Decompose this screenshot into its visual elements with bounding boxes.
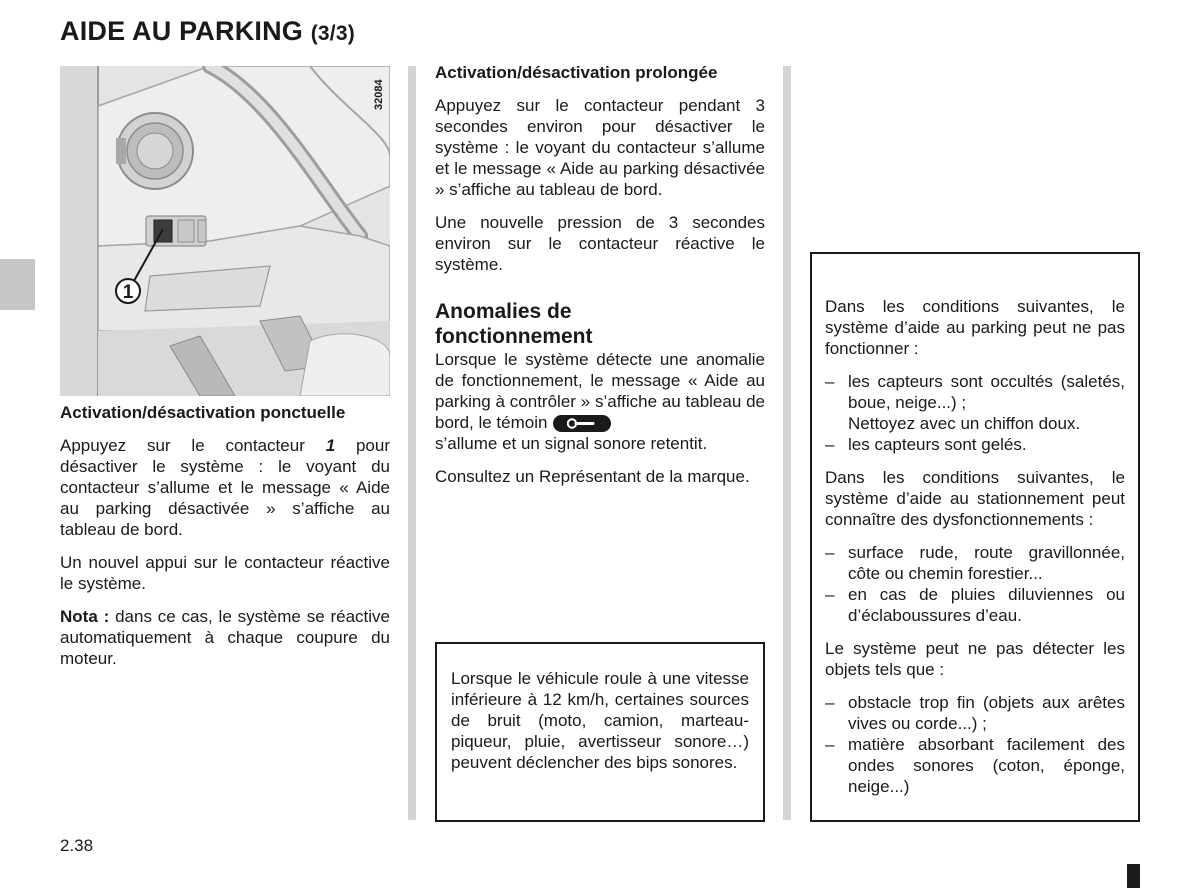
note-text: dans ce cas, le système se réactive automatiquement à chaque coupure du moteur. <box>60 607 390 668</box>
limitations-list-2 <box>825 542 1125 626</box>
prolongee-paragraph: Appuyez sur le contacteur pendant 3 secondes environ pour désactiver le système : le voyant du contacteur s’allume et le message « Aide au parking désactivée » s’affiche au tableau de bord. <box>435 96 765 199</box>
page-corner-mark <box>1127 864 1140 888</box>
wrench-icon <box>553 415 611 432</box>
anomalies-paragraph <box>435 349 765 454</box>
list-item: – surface rude, route gravillonnée, côte ou chemin forestier... <box>825 542 1125 584</box>
list-item-text: les capteurs sont occultés (saletés, boue, neige...) ; <box>848 372 1125 412</box>
speed-noise-text: Lorsque le véhicule roule à une vitesse inférieure à 12 km/h, certaines sources de bruit (moto, camion, marteau-piqueur, pluie, avertisseur sonore…) peuvent déclencher des bips sonores. <box>451 669 749 772</box>
anomalies-text-end: s’allume et un signal sonore retentit. <box>435 434 708 453</box>
detection-intro: Le système peut ne pas détecter les objets tels que : <box>825 639 1125 679</box>
title-main: AIDE AU PARKING <box>60 16 304 46</box>
consult-paragraph: Consultez un Représentant de la marque. <box>435 467 750 486</box>
speed-noise-note-box <box>435 642 765 822</box>
column-divider-right <box>783 66 791 820</box>
callout-1: 1 <box>122 282 134 303</box>
anomalies-text: Lorsque le système détecte une anomalie de fonctionnement, le message « Aide au parking à contrôler » s’affiche au tableau de bord, le témoin <box>435 350 765 432</box>
ponctuelle-text-a: Appuyez sur le contacteur <box>60 436 326 455</box>
list-item: – matière absorbant facilement des ondes sonores (coton, éponge, neige...) <box>825 734 1125 797</box>
anomalies-heading <box>435 299 765 349</box>
limitations-list-3 <box>825 692 1125 797</box>
note-paragraph <box>60 606 390 669</box>
ponctuelle-paragraph <box>60 435 390 540</box>
reactivation-paragraph: Un nouvel appui sur le contacteur réactive le système. <box>60 553 390 593</box>
prolongee-reactivation: Une nouvelle pression de 3 secondes environ sur le contacteur réactive le système. <box>435 213 765 274</box>
section-tab-marker <box>0 259 35 310</box>
list-item <box>825 434 1125 455</box>
list-item <box>825 371 1125 434</box>
ponctuelle-text-b: pour désactiver le système : le voyant du contacteur s’allume et le message « Aide au parking désactivée » s’affiche au tableau de bord. <box>60 436 391 539</box>
list-item-extra: Nettoyez avec un chiffon doux. <box>848 414 1081 433</box>
limitations-note-box <box>810 252 1140 822</box>
ponctuelle-heading: Activation/désactivation ponctuelle <box>60 403 346 422</box>
anomalies-heading-line1: Anomalies de <box>435 300 572 323</box>
column-divider-left <box>408 66 416 820</box>
limitations-list-1 <box>825 371 1125 455</box>
list-item: – obstacle trop fin (objets aux arêtes vives ou corde...) ; <box>825 692 1125 734</box>
left-column <box>60 402 390 681</box>
page-title <box>60 16 355 47</box>
dashboard-illustration <box>60 66 390 396</box>
title-part-indicator: (3/3) <box>310 22 355 45</box>
dysfunction-intro: Dans les conditions suivantes, le système d’aide au stationnement peut connaître des dysfonctionnements : <box>825 468 1125 529</box>
list-item: – en cas de pluies diluviennes ou d’éclaboussures d’eau. <box>825 584 1125 626</box>
page-number: 2.38 <box>60 836 94 855</box>
middle-column <box>435 62 765 499</box>
limitations-intro: Dans les conditions suivantes, le système d’aide au parking peut ne pas fonctionner : <box>825 297 1125 358</box>
note-label: Nota : <box>60 607 110 626</box>
list-item-text: les capteurs sont gelés. <box>848 435 1027 454</box>
prolongee-heading: Activation/désactivation prolongée <box>435 63 718 82</box>
figure-reference: 32084 <box>373 79 385 110</box>
anomalies-heading-line2: fonctionnement <box>435 325 593 348</box>
switch-reference: 1 <box>325 436 336 455</box>
